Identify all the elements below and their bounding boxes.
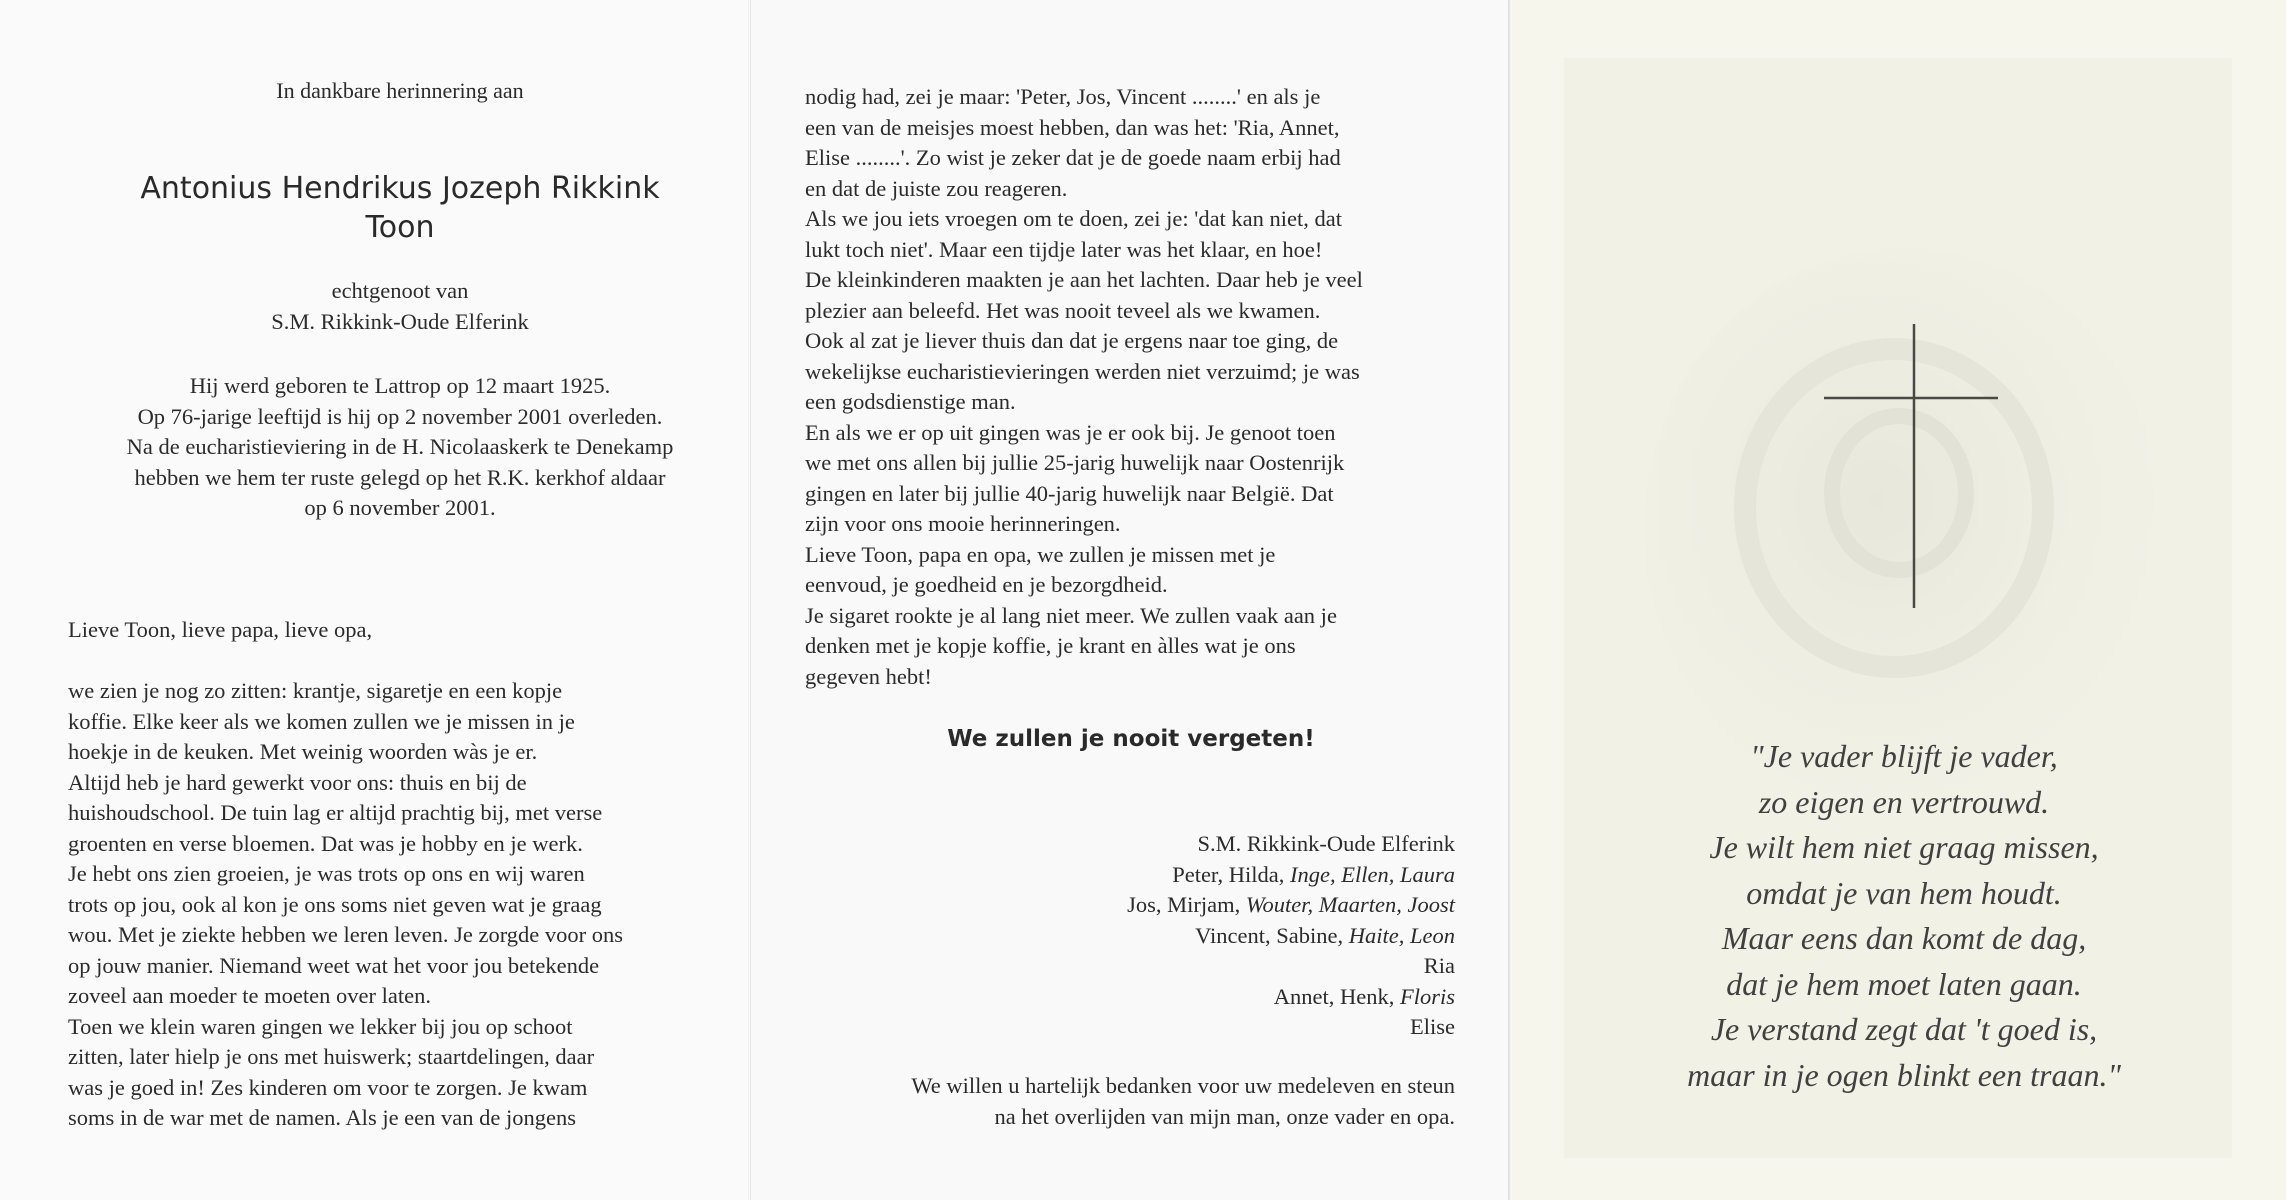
text-line: soms in de war met de namen. Als je een van de jongens [68, 1105, 576, 1130]
fold-line-left [748, 0, 750, 1200]
card-page-middle [750, 0, 1510, 1200]
text-line: Je hebt ons zien groeien, je was trots op ons en wij waren [68, 861, 585, 886]
family-member-line [805, 1012, 1455, 1043]
text-line: we zien je nog zo zitten: krantje, sigaretje en een kopje [68, 678, 563, 703]
family-list [805, 829, 1455, 1043]
spouse-label: echtgenoot van [331, 278, 469, 303]
text-line: Als we jou iets vroegen om te doen, zei je: 'dat kan niet, dat [805, 206, 1343, 231]
spouse-name: S.M. Rikkink-Oude Elferink [271, 309, 529, 334]
grandchildren-names: Haite, Leon [1348, 922, 1455, 948]
closing-line: We zullen je nooit vergeten! [947, 726, 1315, 752]
family-member-line [805, 890, 1455, 921]
text-line: we met ons allen bij jullie 25-jarig huwelijk naar Oostenrijk [805, 450, 1345, 475]
text-line: groenten en verse bloemen. Dat was je hobby en je werk. [68, 830, 583, 856]
text-line: zitten, later hielp je ons met huiswerk; staartdelingen, daar [68, 1044, 595, 1069]
family-member-line [805, 951, 1455, 982]
poem-line: Je wilt hem niet graag missen, [1709, 829, 2099, 865]
poem-line: Je verstand zegt dat 't goed is, [1710, 1011, 2098, 1047]
text-line: Altijd heb je hard gewerkt voor ons: thuis en bij de [68, 769, 527, 795]
poem-text [1604, 734, 2204, 1098]
intro-text: In dankbare herinnering aan [276, 78, 524, 103]
memorial-text-middle [805, 82, 1455, 692]
family-member-line [805, 921, 1455, 952]
card-page-right [1510, 0, 2286, 1200]
text-line: zoveel aan moeder te moeten over laten. [68, 983, 431, 1008]
text-line: en dat de juiste zou reageren. [805, 175, 1068, 201]
text-line: Ook al zat je liever thuis dan dat je ergens naar toe ging, de [805, 328, 1339, 353]
poem-line: maar in je ogen blinkt een traan." [1687, 1056, 2121, 1093]
poem-line: omdat je van hem houdt. [1746, 874, 2062, 911]
text-line: Elise ........'. Zo wist je zeker dat je de goede naam erbij had [805, 145, 1341, 170]
text-line: plezier aan beleefd. Het was nooit teveel als we kwamen. [805, 297, 1321, 323]
grandchildren-names: Inge, Ellen, Laura [1290, 861, 1455, 887]
thanks-line: na het overlijden van mijn man, onze vader en opa. [994, 1103, 1455, 1129]
poem-line: zo eigen en vertrouwd. [1758, 783, 2050, 820]
fold-line-right [1508, 0, 1512, 1200]
salutation: Lieve Toon, lieve papa, lieve opa, [68, 617, 373, 642]
poem-line: Maar eens dan komt de dag, [1721, 920, 2087, 956]
card-page-left [0, 0, 750, 1200]
text-line: lukt toch niet'. Maar een tijdje later was het klaar, en hoe! [805, 236, 1323, 262]
text-line: De kleinkinderen maakten je aan het lachten. Daar heb je veel [805, 267, 1363, 292]
family-names: S.M. Rikkink-Oude Elferink [1197, 831, 1455, 856]
family-names: Elise [1410, 1014, 1455, 1039]
deceased-name: Antonius Hendrikus Jozeph Rikkink [140, 171, 660, 206]
text-line: huishoudschool. De tuin lag er altijd prachtig bij, met verse [68, 800, 603, 825]
family-names: Vincent, Sabine, [1195, 922, 1349, 948]
text-line: gingen en later bij jullie 40-jarig huwelijk naar België. Dat [805, 480, 1334, 506]
text-line: nodig had, zei je maar: 'Peter, Jos, Vincent ........' en als je [805, 84, 1321, 109]
text-line: eenvoud, je goedheid en je bezorgdheid. [805, 572, 1168, 597]
text-line: een godsdienstige man. [805, 389, 1016, 414]
bio-line: Na de eucharistieviering in de H. Nicolaaskerk te Denekamp [126, 434, 674, 459]
text-line: Je sigaret rookte je al lang niet meer. We zullen vaak aan je [805, 602, 1337, 628]
biography [0, 371, 800, 524]
poem-background [1564, 58, 2232, 1158]
thanks-text [805, 1071, 1455, 1132]
cross-icon [1824, 324, 2004, 610]
text-line: denken met je kopje koffie, je krant en àlles wat je ons [805, 633, 1296, 658]
family-member-line [805, 829, 1455, 860]
grandchildren-names: Floris [1399, 983, 1455, 1009]
deceased-nickname: Toon [365, 210, 435, 245]
text-line: hoekje in de keuken. Met weinig woorden wàs je er. [68, 739, 538, 764]
text-line: zijn voor ons mooie herinneringen. [805, 511, 1121, 536]
bio-line: Hij werd geboren te Lattrop op 12 maart 1925. [189, 373, 611, 398]
bio-line: Op 76-jarige leeftijd is hij op 2 november 2001 overleden. [137, 403, 663, 429]
family-names: Annet, Henk, [1273, 983, 1400, 1009]
bio-line: hebben we hem ter ruste gelegd op het R.K. kerkhof aldaar [134, 464, 666, 490]
text-line: wekelijkse eucharistievieringen werden niet verzuimd; je was [805, 358, 1360, 384]
text-line: was je goed in! Zes kinderen om voor te zorgen. Je kwam [68, 1074, 588, 1100]
family-member-line [805, 860, 1455, 891]
poem-line: "Je vader blijft je vader, [1750, 738, 2058, 774]
thanks-line: We willen u hartelijk bedanken voor uw medeleven en steun [911, 1073, 1455, 1098]
memorial-text-left [68, 676, 718, 1134]
text-line: koffie. Elke keer als we komen zullen we je missen in je [68, 708, 575, 734]
text-line: een van de meisjes moest hebben, dan was het: 'Ria, Annet, [805, 114, 1340, 140]
text-line: op jouw manier. Niemand weet wat het voor jou betekende [68, 952, 600, 978]
family-names: Ria [1423, 953, 1455, 978]
bio-line: op 6 november 2001. [304, 495, 496, 520]
grandchildren-names: Wouter, Maarten, Joost [1245, 892, 1455, 917]
text-line: wou. Met je ziekte hebben we leren leven. Je zorgde voor ons [68, 922, 624, 947]
text-line: trots op jou, ook al kon je ons soms niet geven wat je graag [68, 891, 602, 917]
text-line: gegeven hebt! [805, 663, 932, 689]
text-line: Lieve Toon, papa en opa, we zullen je missen met je [805, 541, 1276, 567]
text-line: En als we er op uit gingen was je er ook bij. Je genoot toen [805, 419, 1336, 445]
text-line: Toen we klein waren gingen we lekker bij jou op schoot [68, 1013, 573, 1039]
family-names: Peter, Hilda, [1172, 861, 1291, 887]
family-names: Jos, Mirjam, [1127, 892, 1246, 917]
poem-line: dat je hem moet laten gaan. [1726, 965, 2082, 1002]
family-member-line [805, 982, 1455, 1013]
